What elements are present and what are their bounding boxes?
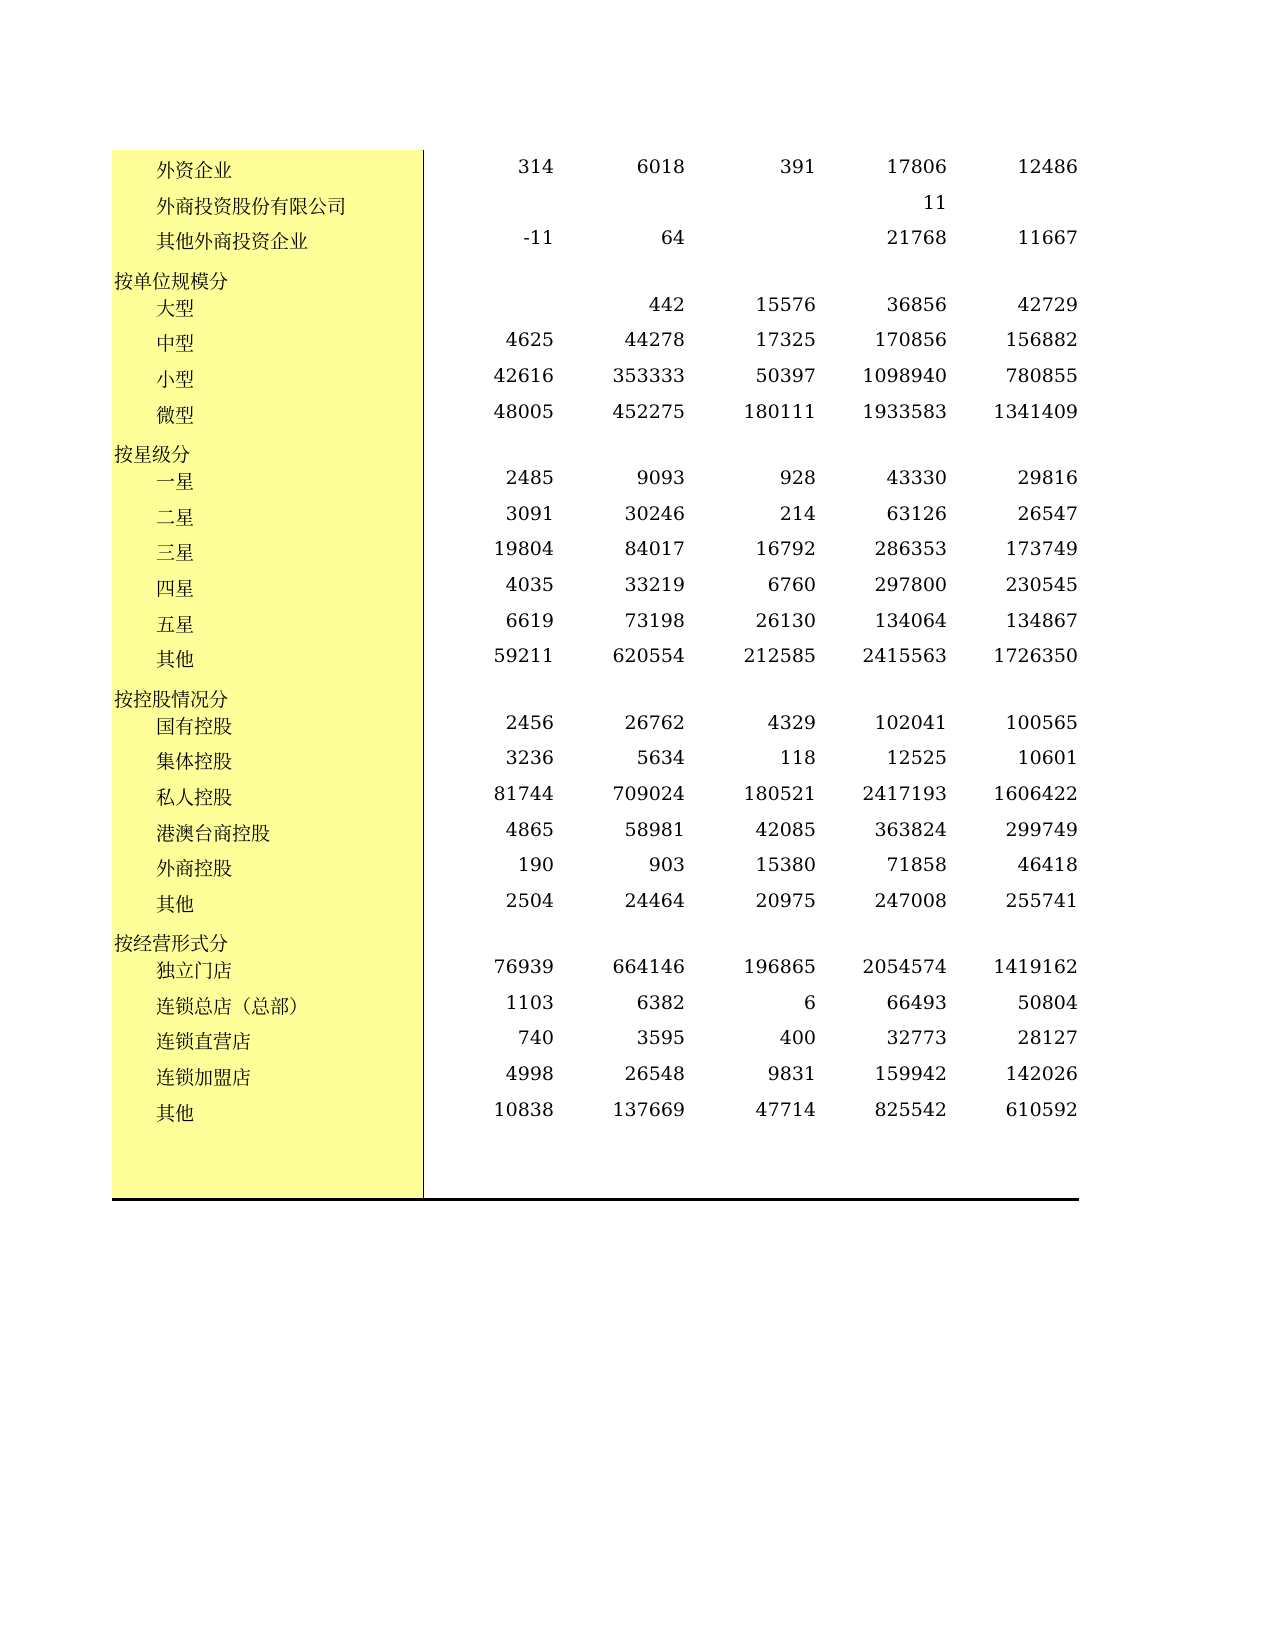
table-row [112, 1093, 1079, 1129]
table-body [112, 150, 1079, 1128]
cell-col-4: 43330 [886, 467, 947, 490]
cell-col-1: 81744 [493, 782, 554, 805]
cell-col-3: 196865 [743, 956, 816, 979]
cell-col-1: 4035 [505, 573, 554, 596]
cell-col-5: 610592 [1005, 1098, 1078, 1121]
cell-col-1: 10838 [493, 1098, 554, 1121]
cell-col-5: 1606422 [993, 782, 1078, 805]
table-row [112, 221, 1079, 257]
cell-col-3: 180111 [743, 400, 816, 423]
table-row [112, 848, 1079, 884]
cell-col-2: 137669 [612, 1098, 685, 1121]
row-label: 小型 [156, 368, 195, 391]
cell-col-3: 15576 [755, 293, 816, 316]
cell-col-5: 156882 [1005, 329, 1078, 352]
row-label: 私人控股 [156, 786, 233, 809]
cell-col-4: 102041 [874, 711, 947, 734]
cell-col-5: 230545 [1005, 573, 1078, 596]
table-row [112, 1057, 1079, 1093]
row-label: 其他 [156, 1102, 195, 1125]
cell-col-4: 134064 [874, 609, 947, 632]
cell-col-2: 33219 [624, 573, 685, 596]
table-row [112, 604, 1079, 640]
cell-col-5: 28127 [1017, 1027, 1078, 1050]
table-row [112, 568, 1079, 604]
cell-col-2: 44278 [624, 329, 685, 352]
cell-col-2: 709024 [612, 782, 685, 805]
cell-col-5: 42729 [1017, 293, 1078, 316]
cell-col-5: 1419162 [993, 956, 1078, 979]
cell-col-2: 58981 [624, 818, 685, 841]
cell-col-4: 32773 [886, 1027, 947, 1050]
cell-col-2: 24464 [624, 889, 685, 912]
cell-col-4: 170856 [874, 329, 947, 352]
row-label: 其他 [156, 893, 195, 916]
row-label: 二星 [156, 506, 195, 529]
cell-col-2: 26548 [624, 1063, 685, 1086]
cell-col-1: 59211 [493, 645, 554, 668]
cell-col-1: 19804 [493, 538, 554, 561]
row-label: 一星 [156, 471, 195, 494]
cell-col-3: 15380 [755, 854, 816, 877]
cell-col-1: -11 [523, 227, 554, 250]
row-label: 三星 [156, 542, 195, 565]
row-label: 连锁总店（总部） [156, 995, 309, 1018]
row-label: 连锁直营店 [156, 1031, 252, 1054]
cell-col-4: 66493 [886, 991, 947, 1014]
cell-col-4: 2054574 [862, 956, 947, 979]
row-label: 中型 [156, 333, 195, 356]
table-row [112, 288, 1079, 324]
cell-col-5: 255741 [1005, 889, 1078, 912]
cell-col-5: 173749 [1005, 538, 1078, 561]
cell-col-5: 1726350 [993, 645, 1078, 668]
cell-col-3: 4329 [767, 711, 816, 734]
section-label: 按星级分 [114, 444, 191, 467]
cell-col-4: 21768 [886, 227, 947, 250]
cell-col-5: 11667 [1017, 227, 1078, 250]
cell-col-1: 2504 [505, 889, 554, 912]
cell-col-2: 9093 [636, 467, 685, 490]
cell-col-5: 142026 [1005, 1063, 1078, 1086]
cell-col-4: 2417193 [862, 782, 947, 805]
table-row [112, 884, 1079, 920]
cell-col-2: 64 [660, 227, 685, 250]
table-row [112, 497, 1079, 533]
table-row [112, 186, 1079, 222]
table-row [112, 323, 1079, 359]
cell-col-5: 12486 [1017, 156, 1078, 178]
row-label: 外商控股 [156, 858, 233, 881]
cell-col-4: 12525 [886, 747, 947, 770]
cell-col-5: 29816 [1017, 467, 1078, 490]
row-label: 其他外商投资企业 [156, 231, 309, 254]
cell-col-2: 353333 [612, 364, 685, 387]
cell-col-4: 1098940 [862, 364, 947, 387]
cell-col-3: 26130 [755, 609, 816, 632]
cell-col-1: 6619 [505, 609, 554, 632]
cell-col-1: 740 [517, 1027, 554, 1050]
table-row [112, 986, 1079, 1022]
table-row [112, 1021, 1079, 1057]
cell-col-1: 2456 [505, 711, 554, 734]
cell-col-2: 26762 [624, 711, 685, 734]
section-label: 按经营形式分 [114, 933, 229, 956]
cell-col-2: 903 [648, 854, 685, 877]
cell-col-3: 16792 [755, 538, 816, 561]
cell-col-5: 26547 [1017, 502, 1078, 525]
cell-col-2: 442 [648, 293, 685, 316]
cell-col-1: 314 [517, 156, 554, 178]
cell-col-4: 36856 [886, 293, 947, 316]
cell-col-1: 1103 [505, 991, 554, 1014]
table-row [112, 813, 1079, 849]
cell-col-3: 9831 [767, 1063, 816, 1086]
row-label: 外资企业 [156, 160, 233, 182]
section-label: 按单位规模分 [114, 270, 229, 293]
table-row [112, 532, 1079, 568]
row-label: 大型 [156, 297, 195, 320]
section-header-row [112, 430, 1079, 467]
table-row [112, 706, 1079, 742]
table-row [112, 150, 1079, 186]
table-row [112, 777, 1079, 813]
cell-col-4: 825542 [874, 1098, 947, 1121]
cell-col-5: 46418 [1017, 854, 1078, 877]
cell-col-2: 84017 [624, 538, 685, 561]
cell-col-3: 118 [779, 747, 816, 770]
cell-col-2: 452275 [612, 400, 685, 423]
cell-col-4: 17806 [886, 156, 947, 178]
row-label: 集体控股 [156, 751, 233, 774]
cell-col-3: 6 [803, 991, 816, 1014]
section-header-row [112, 919, 1079, 956]
cell-col-2: 620554 [612, 645, 685, 668]
cell-col-3: 50397 [755, 364, 816, 387]
cell-col-3: 391 [779, 156, 816, 178]
cell-col-1: 3236 [505, 747, 554, 770]
section-label: 按控股情况分 [114, 688, 229, 711]
cell-col-1: 42616 [493, 364, 554, 387]
cell-col-3: 47714 [755, 1098, 816, 1121]
cell-col-5: 299749 [1005, 818, 1078, 841]
cell-col-3: 928 [779, 467, 816, 490]
cell-col-3: 400 [779, 1027, 816, 1050]
cell-col-5: 10601 [1017, 747, 1078, 770]
cell-col-4: 247008 [874, 889, 947, 912]
cell-col-2: 73198 [624, 609, 685, 632]
cell-col-2: 3595 [636, 1027, 685, 1050]
row-label: 外商投资股份有限公司 [156, 195, 347, 218]
cell-col-4: 11 [922, 191, 947, 214]
cell-col-4: 286353 [874, 538, 947, 561]
row-label: 微型 [156, 404, 195, 427]
table-row [112, 461, 1079, 497]
cell-col-1: 76939 [493, 956, 554, 979]
table-row [112, 950, 1079, 986]
row-label: 独立门店 [156, 960, 233, 983]
cell-col-2: 664146 [612, 956, 685, 979]
cell-col-5: 1341409 [993, 400, 1078, 423]
cell-col-2: 30246 [624, 502, 685, 525]
section-header-row [112, 675, 1079, 711]
cell-col-3: 214 [779, 502, 816, 525]
cell-col-5: 780855 [1005, 364, 1078, 387]
cell-col-4: 159942 [874, 1063, 947, 1086]
cell-col-4: 71858 [886, 854, 947, 877]
table-row [112, 359, 1079, 395]
cell-col-5: 100565 [1005, 711, 1078, 734]
cell-col-4: 297800 [874, 573, 947, 596]
row-label: 国有控股 [156, 715, 233, 738]
cell-col-1: 3091 [505, 502, 554, 525]
cell-col-2: 6382 [636, 991, 685, 1014]
cell-col-4: 363824 [874, 818, 947, 841]
cell-col-2: 6018 [636, 156, 685, 178]
cell-col-5: 50804 [1017, 991, 1078, 1014]
data-table [112, 150, 1079, 1128]
cell-col-1: 4865 [505, 818, 554, 841]
cell-col-1: 2485 [505, 467, 554, 490]
table-row [112, 395, 1079, 431]
cell-col-3: 20975 [755, 889, 816, 912]
cell-col-1: 4998 [505, 1063, 554, 1086]
cell-col-4: 2415563 [862, 645, 947, 668]
row-label: 港澳台商控股 [156, 822, 271, 845]
cell-col-1: 190 [517, 854, 554, 877]
section-header-row [112, 257, 1079, 293]
cell-col-5: 134867 [1005, 609, 1078, 632]
row-label: 连锁加盟店 [156, 1067, 252, 1090]
cell-col-3: 212585 [743, 645, 816, 668]
table-bottom-rule [112, 1198, 1079, 1201]
table-row [112, 639, 1079, 675]
cell-col-1: 48005 [493, 400, 554, 423]
cell-col-3: 180521 [743, 782, 816, 805]
cell-col-4: 63126 [886, 502, 947, 525]
table-row [112, 741, 1079, 777]
cell-col-1: 4625 [505, 329, 554, 352]
cell-col-3: 42085 [755, 818, 816, 841]
row-label: 四星 [156, 577, 195, 600]
cell-col-3: 17325 [755, 329, 816, 352]
cell-col-4: 1933583 [862, 400, 947, 423]
cell-col-3: 6760 [767, 573, 816, 596]
row-label: 五星 [156, 613, 195, 636]
row-label: 其他 [156, 649, 195, 672]
cell-col-2: 5634 [636, 747, 685, 770]
